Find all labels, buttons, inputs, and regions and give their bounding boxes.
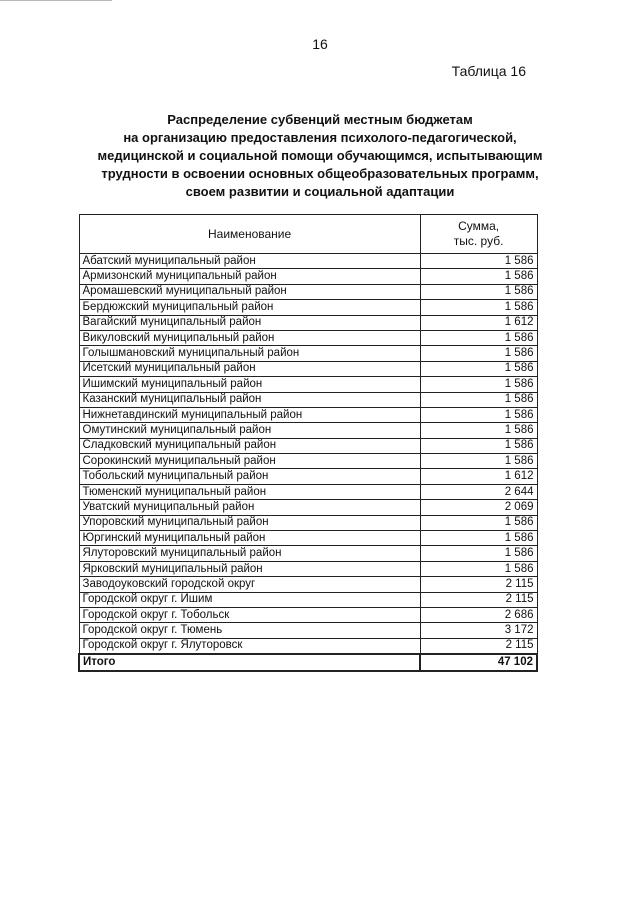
row-sum: 1 586 xyxy=(420,531,537,546)
row-sum: 1 586 xyxy=(420,392,537,407)
row-sum: 1 586 xyxy=(420,300,537,315)
header-sum xyxy=(420,215,537,254)
table-row xyxy=(79,300,537,315)
table-row xyxy=(79,500,537,515)
row-sum: 2 115 xyxy=(420,577,537,592)
row-sum: 1 586 xyxy=(420,330,537,345)
row-name: Голышмановский муниципальный район xyxy=(79,346,420,361)
table-row xyxy=(79,638,537,654)
row-sum: 2 069 xyxy=(420,500,537,515)
row-name: Бердюжский муниципальный район xyxy=(79,300,420,315)
row-sum: 2 115 xyxy=(420,638,537,654)
table-row xyxy=(79,346,537,361)
header-sum-line1: Сумма, xyxy=(458,219,500,233)
table-row xyxy=(79,284,537,299)
table-total-row xyxy=(79,654,537,670)
row-sum: 2 644 xyxy=(420,484,537,499)
row-name: Тобольский муниципальный район xyxy=(79,469,420,484)
title-line: медицинской и социальной помощи обучающимся, испытывающим xyxy=(97,148,543,163)
table-row xyxy=(79,531,537,546)
row-name: Заводоуковский городской округ xyxy=(79,577,420,592)
table-row xyxy=(79,254,537,269)
row-name: Юргинский муниципальный район xyxy=(79,531,420,546)
row-sum: 1 586 xyxy=(420,377,537,392)
row-name: Армизонский муниципальный район xyxy=(79,269,420,284)
page-number: 16 xyxy=(312,36,328,52)
table-row xyxy=(79,438,537,453)
row-name: Сладковский муниципальный район xyxy=(79,438,420,453)
row-name: Абатский муниципальный район xyxy=(79,254,420,269)
table-row xyxy=(79,377,537,392)
row-sum: 1 586 xyxy=(420,515,537,530)
row-sum: 1 612 xyxy=(420,469,537,484)
row-sum: 2 686 xyxy=(420,607,537,622)
total-sum: 47 102 xyxy=(420,654,537,670)
row-sum: 1 586 xyxy=(420,454,537,469)
row-sum: 1 586 xyxy=(420,346,537,361)
total-label: Итого xyxy=(79,654,420,670)
table-row xyxy=(79,392,537,407)
row-name: Вагайский муниципальный район xyxy=(79,315,420,330)
table-row xyxy=(79,484,537,499)
table-row xyxy=(79,607,537,622)
row-sum: 2 115 xyxy=(420,592,537,607)
table-row xyxy=(79,361,537,376)
title-line: на организацию предоставления психолого-педагогической, xyxy=(123,130,517,145)
row-name: Нижнетавдинский муниципальный район xyxy=(79,407,420,422)
table-row xyxy=(79,592,537,607)
row-sum: 1 586 xyxy=(420,284,537,299)
row-sum: 1 612 xyxy=(420,315,537,330)
subvention-table xyxy=(78,214,538,672)
table-row xyxy=(79,546,537,561)
table-row xyxy=(79,469,537,484)
row-name: Аромашевский муниципальный район xyxy=(79,284,420,299)
header-name: Наименование xyxy=(79,215,420,254)
row-name: Викуловский муниципальный район xyxy=(79,330,420,345)
row-name: Тюменский муниципальный район xyxy=(79,484,420,499)
row-name: Упоровский муниципальный район xyxy=(79,515,420,530)
table-row xyxy=(79,269,537,284)
row-name: Уватский муниципальный район xyxy=(79,500,420,515)
row-name: Ярковский муниципальный район xyxy=(79,561,420,576)
row-sum: 1 586 xyxy=(420,407,537,422)
row-sum: 1 586 xyxy=(420,254,537,269)
table-row xyxy=(79,330,537,345)
row-name: Казанский муниципальный район xyxy=(79,392,420,407)
row-name: Ялуторовский муниципальный район xyxy=(79,546,420,561)
row-sum: 1 586 xyxy=(420,438,537,453)
row-sum: 3 172 xyxy=(420,623,537,638)
row-name: Городской округ г. Тобольск xyxy=(79,607,420,622)
table-header-row xyxy=(79,215,537,254)
table-row xyxy=(79,407,537,422)
document-title xyxy=(70,111,570,201)
row-sum: 1 586 xyxy=(420,561,537,576)
table-row xyxy=(79,577,537,592)
row-name: Городской округ г. Ялуторовск xyxy=(79,638,420,654)
table-caption: Таблица 16 xyxy=(451,63,526,79)
row-sum: 1 586 xyxy=(420,361,537,376)
row-name: Городской округ г. Ишим xyxy=(79,592,420,607)
table-row xyxy=(79,623,537,638)
table-row xyxy=(79,561,537,576)
header-sum-line2: тыс. руб. xyxy=(453,234,504,248)
row-name: Омутинский муниципальный район xyxy=(79,423,420,438)
row-name: Городской округ г. Тюмень xyxy=(79,623,420,638)
title-line: трудности в освоении основных общеобразовательных программ, xyxy=(101,166,539,181)
table-row xyxy=(79,423,537,438)
table-body xyxy=(79,254,537,655)
table-row xyxy=(79,454,537,469)
title-line: Распределение субвенций местным бюджетам xyxy=(167,112,473,127)
table-row xyxy=(79,515,537,530)
row-name: Сорокинский муниципальный район xyxy=(79,454,420,469)
row-name: Исетский муниципальный район xyxy=(79,361,420,376)
row-sum: 1 586 xyxy=(420,269,537,284)
row-sum: 1 586 xyxy=(420,423,537,438)
row-sum: 1 586 xyxy=(420,546,537,561)
title-line: своем развитии и социальной адаптации xyxy=(185,184,455,199)
scan-edge-mark xyxy=(0,0,112,4)
table-row xyxy=(79,315,537,330)
row-name: Ишимский муниципальный район xyxy=(79,377,420,392)
